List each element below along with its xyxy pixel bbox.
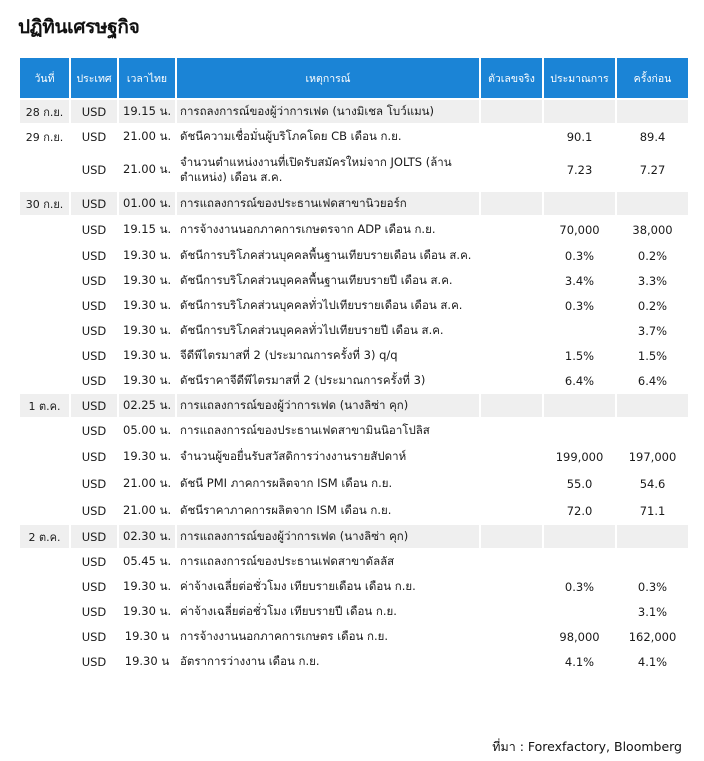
table-row — [20, 444, 688, 469]
cell-event: ดัชนีราคาภาคการผลิตจาก ISM เดือน ก.ย. — [180, 502, 392, 517]
cell-time: 19.30 น. — [123, 247, 172, 262]
cell-actual — [481, 600, 542, 623]
cell-event: อัตราการว่างงาน เดือน ก.ย. — [180, 653, 320, 668]
cell-event: การแถลงการณ์ของประธานเฟดสาขานิวยอร์ก — [177, 192, 479, 215]
cell-previous — [617, 394, 688, 417]
table-row — [20, 575, 688, 598]
cell-actual — [481, 369, 542, 392]
cell-actual — [481, 575, 542, 598]
cell-date — [20, 344, 69, 367]
cell-country: USD — [81, 554, 107, 569]
cell-time: 19.30 น — [124, 653, 170, 668]
table-row — [20, 294, 688, 317]
cell-date — [20, 444, 69, 469]
cell-event: การแถลงการณ์ของประธานเฟดสาขามินนิอาโปลิส — [180, 422, 430, 437]
cell-date — [20, 217, 69, 242]
cell-previous — [617, 550, 688, 573]
cell-previous: 3.1% — [637, 604, 668, 619]
cell-previous — [617, 525, 688, 548]
cell-event: การจ้างงานนอกภาคการเกษตรจาก ADP เดือน ก.ย. — [180, 221, 436, 236]
cell-forecast — [544, 100, 615, 123]
cell-forecast: 6.4% — [564, 373, 595, 388]
cell-time: 05.45 น. — [123, 553, 172, 568]
cell-actual — [481, 625, 542, 648]
cell-country: USD — [71, 394, 117, 417]
cell-event: ค่าจ้างเฉลี่ยต่อชั่วโมง เทียบรายเดือน เดือน ก.ย. — [180, 578, 416, 593]
cell-previous: 1.5% — [637, 348, 668, 363]
cell-country: USD — [81, 579, 107, 594]
cell-country: USD — [81, 449, 107, 464]
cell-time: 19.30 น. — [123, 448, 172, 463]
table-row — [20, 498, 688, 523]
cell-event — [177, 150, 479, 190]
cell-forecast: 70,000 — [559, 222, 600, 237]
cell-event: การแถลงการณ์ของผู้ว่าการเฟด (นางลิซ่า คุก) — [177, 394, 479, 417]
cell-previous: 0.2% — [637, 248, 668, 263]
cell-previous — [617, 100, 688, 123]
table-row — [20, 150, 688, 190]
cell-previous: 6.4% — [637, 373, 668, 388]
cell-time: 01.00 น. — [119, 192, 175, 215]
cell-date — [20, 294, 69, 317]
cell-forecast — [544, 550, 615, 573]
cell-actual — [481, 471, 542, 496]
cell-actual — [481, 394, 542, 417]
cell-forecast: 72.0 — [566, 503, 593, 518]
table-row — [20, 525, 688, 548]
cell-event: จำนวนผู้ขอยื่นรับสวัสดิการว่างงานรายสัปดาห์ — [180, 448, 407, 463]
cell-date — [20, 650, 69, 673]
header-previous: ครั้งก่อน — [617, 58, 688, 98]
source-note: ที่มา : Forexfactory, Bloomberg — [492, 739, 682, 754]
cell-time: 19.30 น. — [123, 272, 172, 287]
cell-date — [20, 150, 69, 190]
cell-forecast — [544, 319, 615, 342]
cell-date — [20, 550, 69, 573]
cell-time: 05.00 น. — [123, 422, 172, 437]
cell-country: USD — [81, 503, 107, 518]
table-row — [20, 625, 688, 648]
cell-event: ค่าจ้างเฉลี่ยต่อชั่วโมง เทียบรายปี เดือน ก.ย. — [180, 603, 397, 618]
header-date: วันที่ — [20, 58, 69, 98]
cell-actual — [481, 192, 542, 215]
cell-country: USD — [81, 629, 107, 644]
cell-actual — [481, 125, 542, 148]
header-time: เวลาไทย — [119, 58, 175, 98]
table-row — [20, 344, 688, 367]
cell-previous: 71.1 — [639, 503, 666, 518]
header-actual: ตัวเลขจริง — [481, 58, 542, 98]
cell-time: 02.25 น. — [119, 394, 175, 417]
cell-event: การแถลงการณ์ของผู้ว่าการเฟด (นางลิซ่า คุก) — [177, 525, 479, 548]
cell-event: การถลงการณ์ของผู้ว่าการเฟด (นางมิเชล โบว์แมน) — [177, 100, 479, 123]
cell-date — [20, 319, 69, 342]
cell-forecast: 7.23 — [566, 163, 593, 177]
cell-forecast: 98,000 — [559, 629, 600, 644]
cell-country: USD — [81, 476, 107, 491]
cell-actual — [481, 444, 542, 469]
cell-country: USD — [81, 273, 107, 288]
cell-time: 19.30 น. — [123, 603, 172, 618]
cell-country: USD — [81, 163, 107, 177]
page-title: ปฏิทินเศรษฐกิจ — [18, 16, 140, 38]
table-row — [20, 125, 688, 148]
cell-event: จีดีพีไตรมาสที่ 2 (ประมาณการครั้งที่ 3) q/q — [180, 347, 398, 362]
cell-event: ดัชนีราคาจีดีพีไตรมาสที่ 2 (ประมาณการครั้งที่ 3) — [180, 372, 426, 387]
cell-time: 02.30 น. — [119, 525, 175, 548]
cell-actual — [481, 650, 542, 673]
cell-date: 28 ก.ย. — [20, 100, 69, 123]
cell-previous — [617, 419, 688, 442]
cell-country: USD — [81, 654, 107, 669]
cell-time: 19.15 น. — [119, 100, 175, 123]
table-row — [20, 269, 688, 292]
cell-event: ดัชนีความเชื่อมั่นผู้บริโภคโดย CB เดือน ก.ย. — [180, 128, 402, 143]
cell-actual — [481, 244, 542, 267]
cell-date — [20, 498, 69, 523]
cell-country: USD — [81, 248, 107, 263]
cell-previous: 3.3% — [637, 273, 668, 288]
cell-actual — [481, 550, 542, 573]
cell-event: ดัชนีการบริโภคส่วนบุคคลทั่วไปเทียบรายเดือน เดือน ส.ค. — [180, 297, 463, 312]
cell-actual — [481, 319, 542, 342]
cell-date — [20, 419, 69, 442]
table-row — [20, 100, 688, 123]
cell-forecast: 1.5% — [564, 348, 595, 363]
cell-country: USD — [81, 348, 107, 363]
cell-time: 19.30 น. — [123, 347, 172, 362]
cell-actual — [481, 525, 542, 548]
cell-forecast: 3.4% — [564, 273, 595, 288]
cell-forecast — [544, 192, 615, 215]
cell-event: การแถลงการณ์ของประธานเฟดสาขาดัลลัส — [180, 553, 395, 568]
cell-forecast — [544, 525, 615, 548]
cell-actual — [481, 100, 542, 123]
table-row — [20, 369, 688, 392]
cell-event: ดัชนีการบริโภคส่วนบุคคลพื้นฐานเทียบรายเดือน เดือน ส.ค. — [180, 247, 472, 262]
cell-forecast — [544, 419, 615, 442]
table-header-row — [20, 58, 688, 98]
cell-actual — [481, 217, 542, 242]
cell-previous: 0.3% — [637, 579, 668, 594]
cell-previous: 3.7% — [637, 323, 668, 338]
cell-forecast: 55.0 — [566, 476, 593, 491]
cell-time: 19.30 น — [124, 628, 170, 643]
cell-event: ดัชนี PMI ภาคการผลิตจาก ISM เดือน ก.ย. — [180, 475, 393, 490]
cell-country: USD — [81, 604, 107, 619]
cell-forecast: 0.3% — [564, 248, 595, 263]
table-row — [20, 600, 688, 623]
cell-event: การจ้างงานนอกภาคการเกษตร เดือน ก.ย. — [180, 628, 389, 643]
cell-event: ดัชนีการบริโภคส่วนบุคคลพื้นฐานเทียบรายปี เดือน ส.ค. — [180, 272, 453, 287]
cell-event-text: จำนวนตำแหน่งงานที่เปิดรับสมัครใหม่จาก JOLTS (ล้านตำแหน่ง) เดือน ส.ค. — [180, 155, 452, 184]
cell-actual — [481, 150, 542, 190]
cell-date — [20, 471, 69, 496]
cell-forecast: 0.3% — [564, 298, 595, 313]
cell-time: 19.30 น. — [123, 372, 172, 387]
cell-previous: 4.1% — [637, 654, 668, 669]
table-row — [20, 394, 688, 417]
cell-previous: 197,000 — [628, 449, 677, 464]
cell-country: USD — [81, 373, 107, 388]
cell-time: 21.00 น. — [123, 162, 172, 176]
cell-time: 19.30 น. — [123, 322, 172, 337]
cell-previous: 38,000 — [632, 222, 673, 237]
cell-event: ดัชนีการบริโภคส่วนบุคคลทั่วไปเทียบรายปี เดือน ส.ค. — [180, 322, 444, 337]
cell-previous: 54.6 — [639, 476, 666, 491]
cell-actual — [481, 498, 542, 523]
cell-date — [20, 244, 69, 267]
cell-date — [20, 269, 69, 292]
cell-date — [20, 600, 69, 623]
table-row — [20, 319, 688, 342]
cell-previous — [617, 192, 688, 215]
cell-actual — [481, 419, 542, 442]
cell-time: 19.30 น. — [123, 578, 172, 593]
table-row — [20, 419, 688, 442]
cell-country: USD — [81, 423, 107, 438]
cell-time: 21.00 น. — [123, 502, 172, 517]
cell-country: USD — [81, 298, 107, 313]
table-row — [20, 550, 688, 573]
cell-date: 30 ก.ย. — [20, 192, 69, 215]
cell-time: 21.00 น. — [123, 475, 172, 490]
cell-forecast: 199,000 — [555, 449, 604, 464]
cell-date: 1 ต.ค. — [20, 394, 69, 417]
cell-date: 2 ต.ค. — [20, 525, 69, 548]
cell-actual — [481, 269, 542, 292]
table-row — [20, 192, 688, 215]
cell-forecast — [544, 600, 615, 623]
cell-previous: 162,000 — [628, 629, 677, 644]
cell-forecast: 90.1 — [566, 129, 593, 144]
header-country: ประเทศ — [71, 58, 117, 98]
cell-time: 21.00 น. — [123, 128, 172, 143]
table-body — [20, 100, 688, 673]
cell-country: USD — [71, 525, 117, 548]
cell-date — [20, 625, 69, 648]
cell-actual — [481, 344, 542, 367]
table-row — [20, 650, 688, 673]
cell-country: USD — [81, 129, 107, 144]
cell-date — [20, 575, 69, 598]
cell-forecast — [544, 394, 615, 417]
table-row — [20, 471, 688, 496]
cell-previous: 89.4 — [639, 129, 666, 144]
cell-date — [20, 369, 69, 392]
header-forecast: ประมาณการ — [544, 58, 615, 98]
cell-country: USD — [71, 100, 117, 123]
cell-forecast: 4.1% — [564, 654, 595, 669]
cell-country: USD — [81, 323, 107, 338]
table-row — [20, 217, 688, 242]
cell-previous: 7.27 — [639, 163, 666, 177]
cell-date: 29 ก.ย. — [25, 130, 64, 144]
table-row — [20, 244, 688, 267]
cell-country: USD — [71, 192, 117, 215]
cell-forecast: 0.3% — [564, 579, 595, 594]
cell-time: 19.30 น. — [123, 297, 172, 312]
cell-time: 19.15 น. — [123, 221, 172, 236]
cell-previous: 0.2% — [637, 298, 668, 313]
cell-actual — [481, 294, 542, 317]
cell-country: USD — [81, 222, 107, 237]
header-event: เหตุการณ์ — [177, 58, 479, 98]
economic-calendar-table — [18, 56, 690, 675]
